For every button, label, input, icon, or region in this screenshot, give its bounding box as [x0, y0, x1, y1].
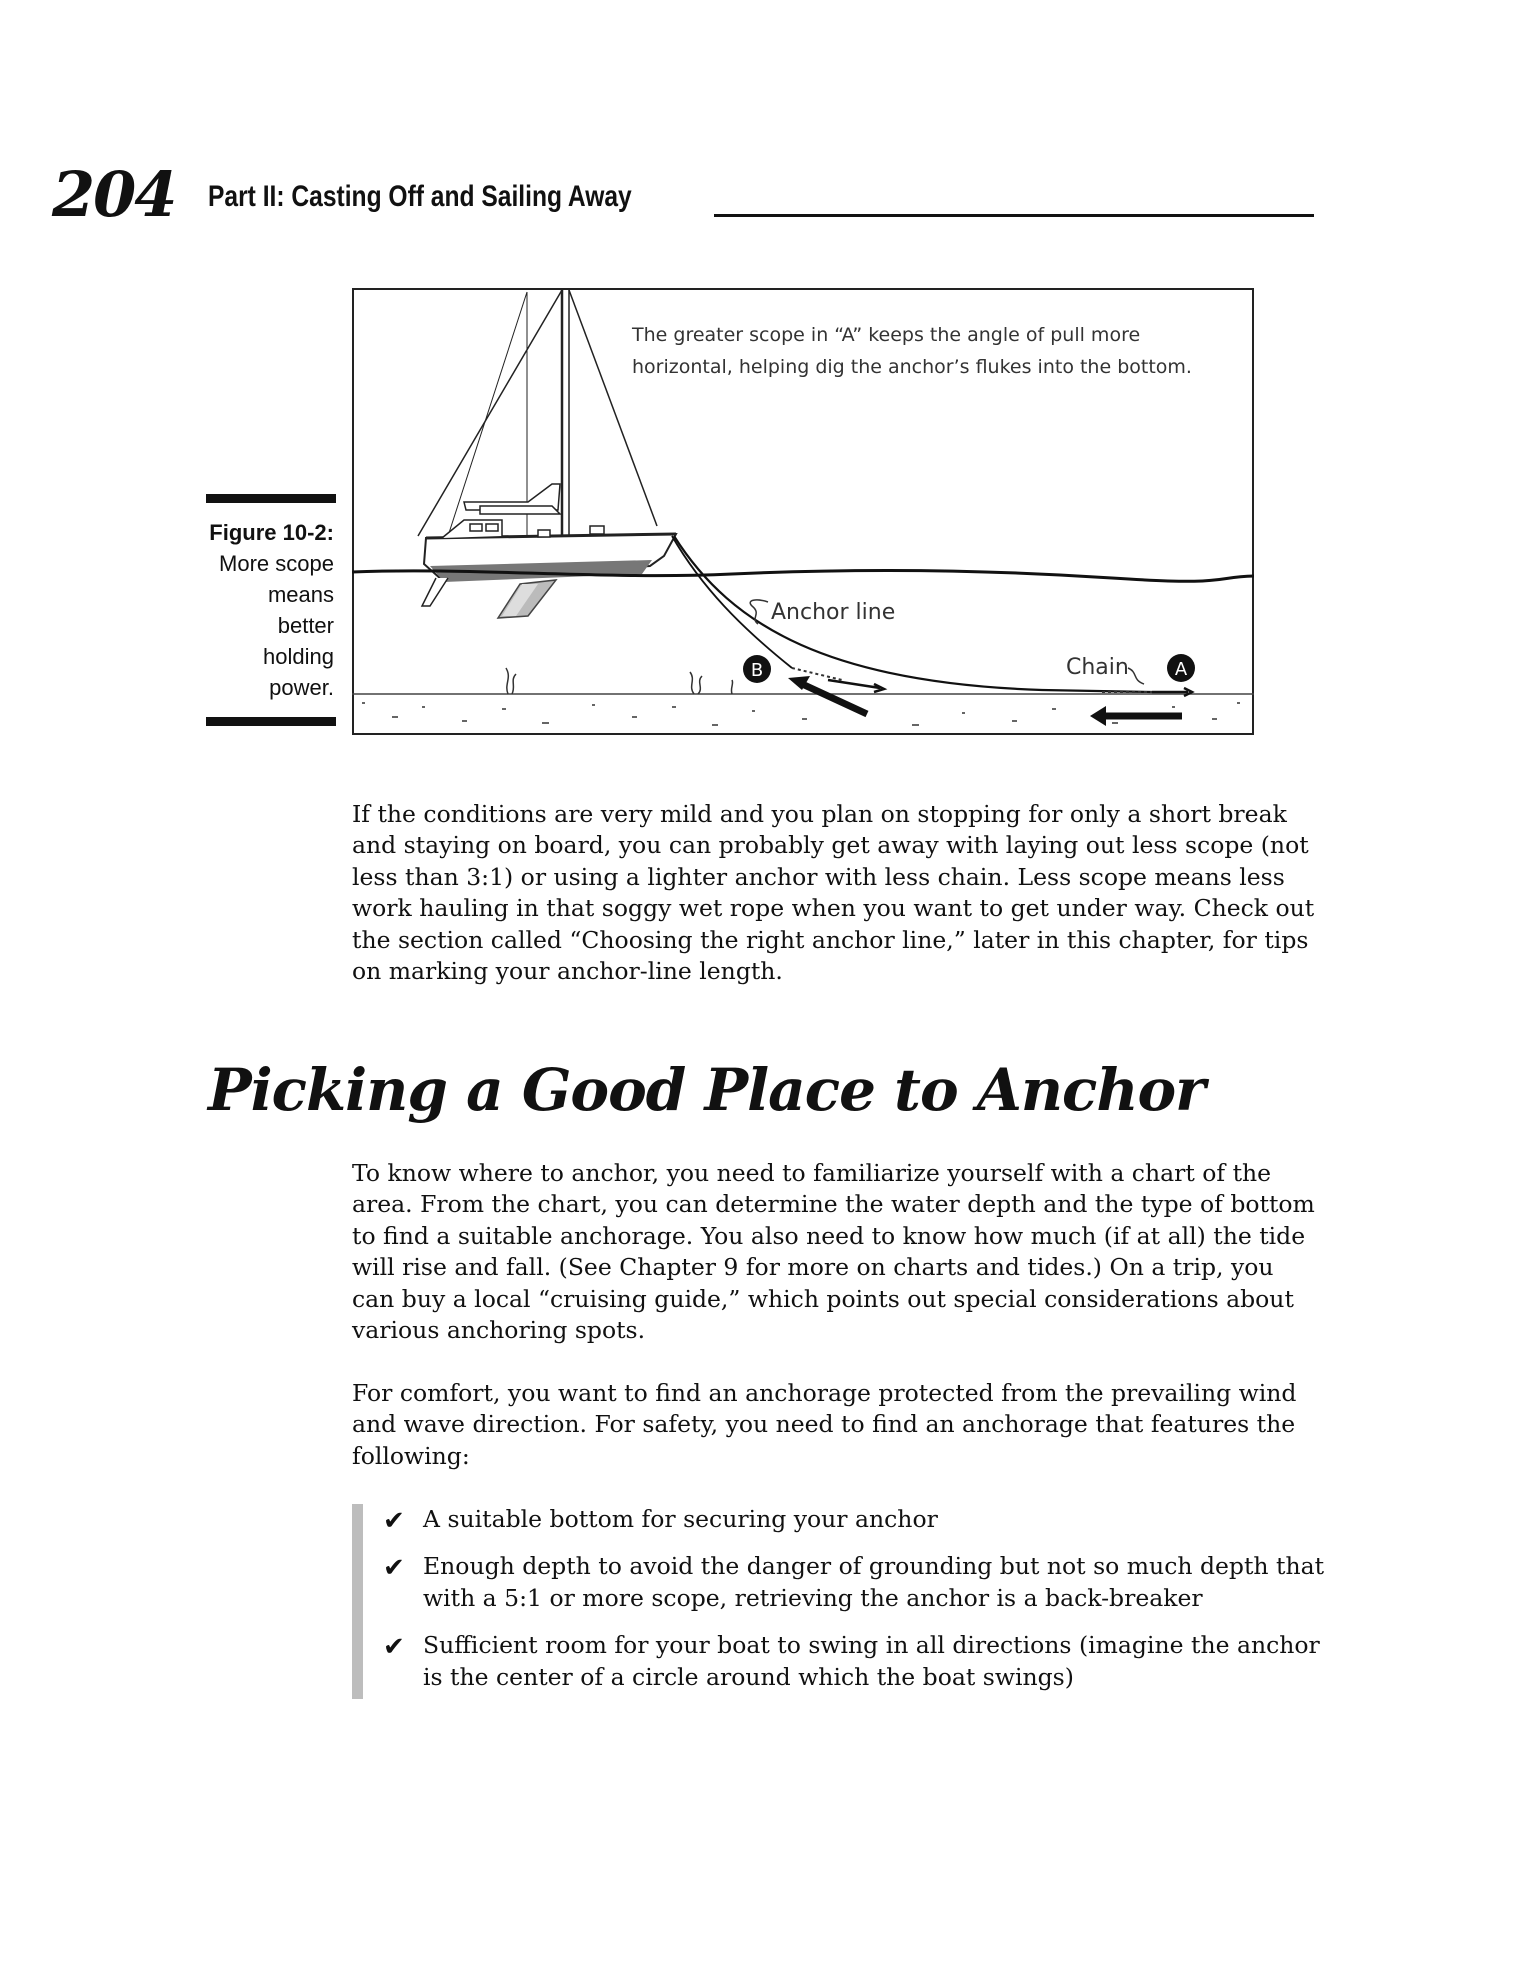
checkmark-icon: ✔ — [383, 1506, 405, 1536]
chain-label: Chain — [1066, 655, 1129, 680]
paragraph-2: To know where to anchor, you need to familiarize yourself with a chart of the area. From the chart, you can determine the water depth and the type of bottom to find a suitable anchorage. You also need to know how much (if at all) the tide will rise and fall. (See Chapter 9 for more on charts and tides.) On a trip, you can buy a local “cruising guide,” which points out special considerations about various anchoring spots. — [352, 1159, 1315, 1345]
checkmark-icon: ✔ — [383, 1553, 405, 1584]
header-rule — [714, 214, 1314, 217]
list-item — [363, 1630, 1327, 1693]
marker-a-text: A — [1174, 659, 1188, 680]
checkmark-icon: ✔ — [383, 1632, 405, 1663]
paragraph-1: If the conditions are very mild and you plan on stopping for only a short break and staying on board, you can probably get away with laying out less scope (not less than 3:1) or using a lighter anchor with less chain. Less scope means less work hauling in that soggy wet rope when you want to get under way. Check out the section called “Choosing the right anchor line,” later in this chapter, for tips on marking your anchor-line length. — [352, 800, 1315, 986]
paragraph-safety — [352, 1378, 1316, 1472]
marker-b — [743, 655, 771, 683]
anchorage-checklist — [352, 1504, 1327, 1699]
anchor-scope-illustration — [352, 288, 1254, 735]
list-item-text: Enough depth to avoid the danger of grounding but not so much depth that with a 5:1 or more scope, retrieving the anchor is a back-breaker — [423, 1552, 1325, 1612]
list-item-text: A suitable bottom for securing your anchor — [423, 1505, 938, 1533]
section-heading: Picking a Good Place to Anchor — [208, 1056, 1205, 1124]
list-item — [363, 1551, 1327, 1614]
list-item — [363, 1504, 1327, 1535]
marker-b-text: B — [750, 660, 764, 681]
paragraph-scope — [352, 799, 1316, 987]
caption-text — [206, 503, 336, 717]
caption-top-bar — [206, 494, 336, 503]
page-number: 204 — [52, 158, 176, 231]
figure-label: Figure 10-2: — [209, 520, 334, 545]
paragraph-chart — [352, 1158, 1316, 1346]
figure-caption-body: More scope means better holding power. — [219, 551, 334, 700]
part-title: Part II: Casting Off and Sailing Away — [208, 180, 632, 213]
figure-note-line-1: The greater scope in “A” keeps the angle of pull more — [632, 324, 1141, 346]
anchor-line-label: Anchor line — [771, 600, 896, 625]
caption-bottom-bar — [206, 717, 336, 726]
figure-caption — [206, 494, 336, 726]
list-item-text: Sufficient room for your boat to swing in all directions (imagine the anchor is the center of a circle around which the boat swings) — [423, 1631, 1320, 1691]
marker-a — [1167, 654, 1195, 682]
page-header — [52, 160, 1312, 240]
paragraph-3: For comfort, you want to find an anchorage protected from the prevailing wind and wave direction. For safety, you need to find an anchorage that features the following: — [352, 1379, 1297, 1470]
figure-note-line-2: horizontal, helping dig the anchor’s flukes into the bottom. — [632, 356, 1192, 378]
